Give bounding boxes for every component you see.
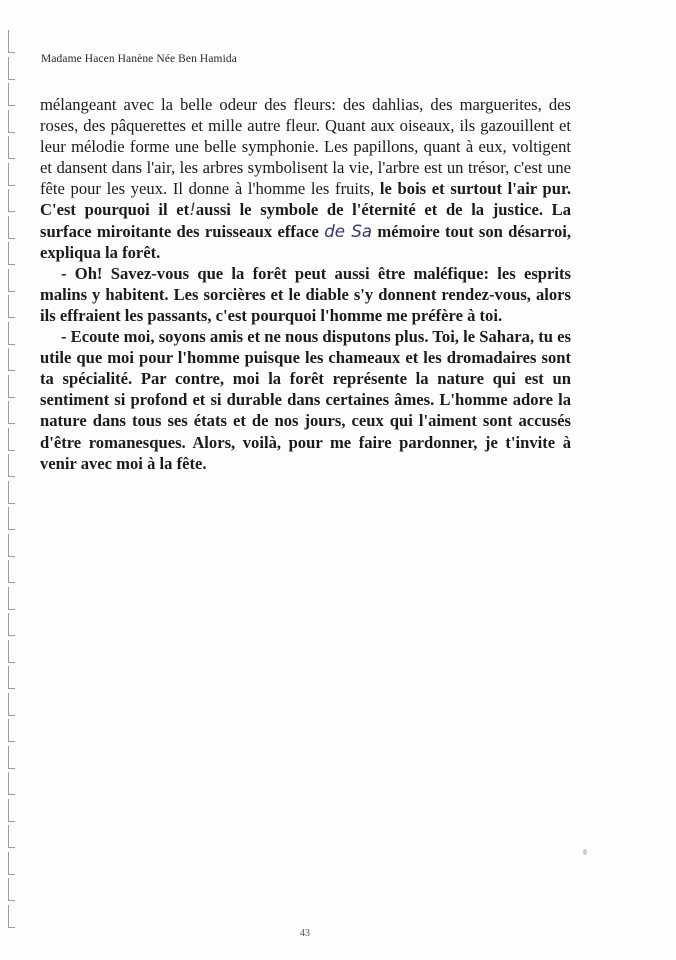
text-segment: - Ecoute moi, soyons amis et ne nous disputons plus. Toi, le Sahara, tu es [61,327,571,347]
edge-mark [8,534,15,557]
edge-mark [8,189,15,212]
edge-mark [8,905,15,928]
edge-mark [8,242,15,265]
edge-mark [8,878,15,901]
text-segment: mémoire tout son désarroi, expliqua la forêt. [40,221,572,262]
edge-mark [8,348,15,371]
edge-mark [8,454,15,477]
edge-mark [8,799,15,822]
text-segment: le bois et surtout l'air pur. C'est pourquoi il et [40,179,571,220]
edge-mark [8,481,15,504]
edge-mark [8,825,15,848]
edge-mark [8,640,15,663]
edge-mark [8,30,15,53]
edge-mark [8,587,15,610]
edge-mark [8,613,15,636]
body-text [40,94,571,474]
edge-mark [8,507,15,530]
edge-mark [8,693,15,716]
text-segment: - Oh! Savez-vous que la forêt peut aussi être maléfique: les esprits malins y habitent. Les sorcières et le diable s'y donnent rendez-vous, alors ils effraient les passants, c'est pourquoi l'homme me préfère à toi. [40,263,571,325]
edge-mark [8,57,15,80]
text-segment: utile que moi pour l'homme puisque les chameaux et les dromadaires sont ta spécialité. Par contre, moi la forêt représente la nature qui est un sentiment si profond et si durable dans certaines âmes. L'homme adore la nature dans tous ses états et de nos jours, ceux qui l'aiment sont accusés d'être romanesques. Alors, voilà, pour me faire pardonner, je t'invite à venir avec moi à la fête. [40,348,571,473]
edge-mark [8,110,15,133]
handwritten-correction: de Sa [324,221,373,241]
edge-mark [8,83,15,106]
edge-mark [8,136,15,159]
paragraph [40,94,571,263]
edge-mark [8,719,15,742]
edge-mark [8,216,15,239]
edge-mark [8,560,15,583]
binding-edge-marks [8,30,20,930]
edge-mark [8,666,15,689]
edge-mark [8,322,15,345]
handwritten-correction: ! [189,200,196,220]
paragraph [40,263,571,326]
text-segment: aussi le symbole de l'éternité et de la justice. La surface miroitante des ruisseaux efface [40,200,571,241]
text-segment: mélangeant avec la belle odeur des fleurs: des dahlias, des marguerites, des roses, des pâquerettes et mille autre fleur. Quant aux oiseaux, ils gazouillent et leur mélodie forme une belle symphonie. Les papillons, quant à eux, voltigent et dansent dans l'air, les arbres symbolisent la vie, l'arbre est un trésor, c'est une fête pour les yeux. Il donne à l'homme les fruits, [40,95,571,199]
edge-mark [8,269,15,292]
edge-mark [8,746,15,769]
running-header: Madame Hacen Hanène Née Ben Hamida [41,53,237,65]
edge-mark [8,401,15,424]
edge-mark [8,375,15,398]
edge-mark [8,163,15,186]
edge-mark [8,852,15,875]
edge-mark [8,772,15,795]
edge-mark [8,295,15,318]
scan-speck [583,849,587,855]
paragraph [40,326,571,474]
edge-mark [8,428,15,451]
page-number: 43 [300,928,310,939]
